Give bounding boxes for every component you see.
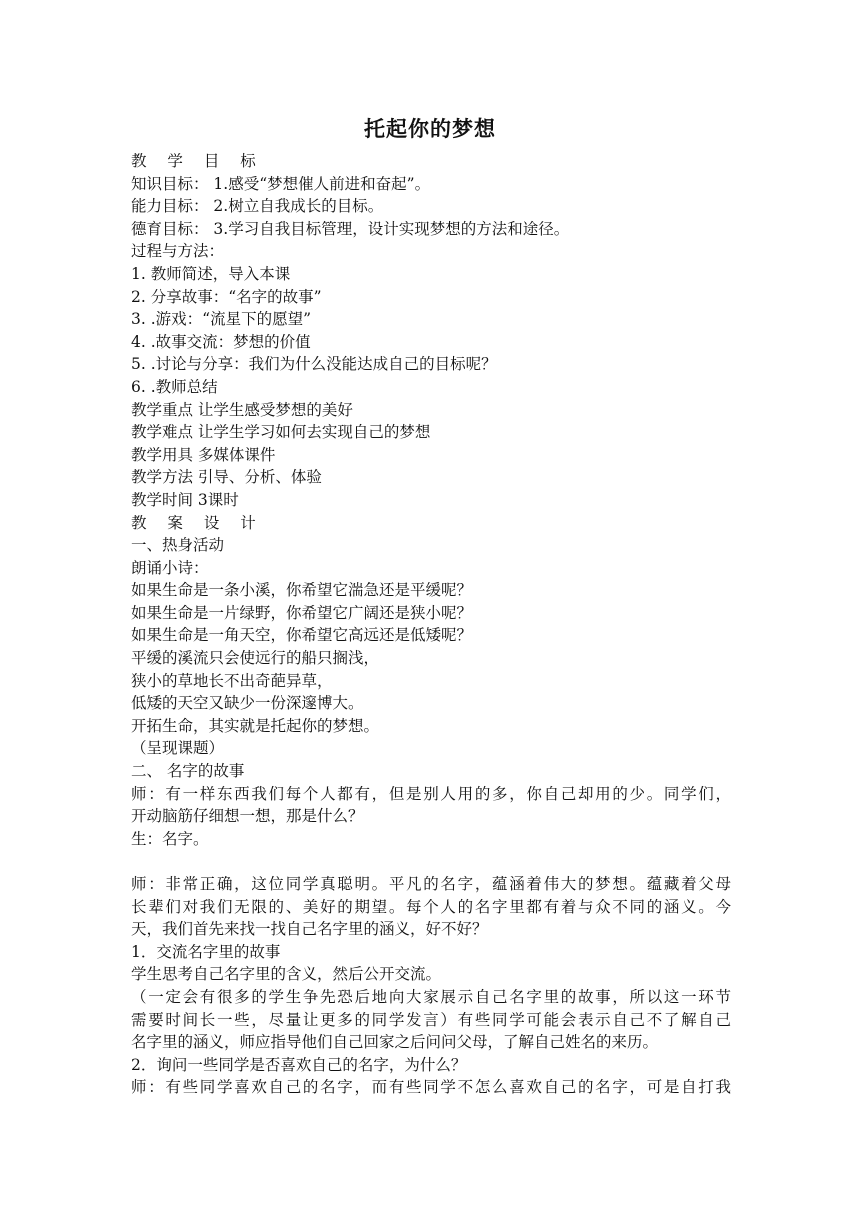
paragraph-line: 师：非常正确，这位同学真聪明。平凡的名字，蕴涵着伟大的梦想。蕴藏着父母 — [131, 875, 731, 893]
process-step: 2. 分享故事：“名字的故事” — [131, 287, 322, 306]
process-step: 6. .教师总结 — [131, 377, 218, 396]
paragraph-line: 开动脑筋仔细想一想，那是什么？ — [131, 807, 364, 826]
poem-intro: 朗诵小诗： — [131, 558, 209, 577]
poem-line: 如果生命是一条小溪，你希望它湍急还是平缓呢？ — [131, 581, 473, 600]
activity-heading: 2．询问一些同学是否喜欢自己的名字，为什么？ — [131, 1055, 467, 1074]
section-heading-teaching-goals: 教 学 目 标 — [131, 152, 264, 170]
teaching-key-point: 教学重点 让学生感受梦想的美好 — [131, 400, 353, 419]
process-step: 4. .故事交流：梦想的价值 — [131, 332, 311, 351]
process-step: 1. 教师简述，导入本课 — [131, 264, 291, 283]
document-body — [131, 150, 731, 1099]
poem-line: 如果生命是一角天空，你希望它高远还是低矮呢？ — [131, 626, 473, 645]
blank-line — [131, 850, 731, 873]
process-step: 5. .讨论与分享：我们为什么没能达成自己的目标呢？ — [131, 355, 497, 374]
teaching-materials: 教学用具 多媒体课件 — [131, 445, 276, 464]
teaching-time: 教学时间 3课时 — [131, 490, 239, 509]
poem-line: 狭小的草地长不出奇葩异草， — [131, 671, 333, 690]
part-heading-warmup: 一、热身活动 — [131, 536, 225, 555]
paragraph-line: 学生思考自己名字里的含义，然后公开交流。 — [131, 965, 442, 984]
paragraph-line: 师：有一样东西我们每个人都有，但是别人用的多，你自己却用的少。同学们， — [131, 784, 731, 803]
poem-line: 平缓的溪流只会使远行的船只搁浅， — [131, 649, 380, 668]
part-heading-name-story: 二、 名字的故事 — [131, 762, 245, 781]
paragraph-line: 师：有些同学喜欢自己的名字，而有些同学不怎么喜欢自己的名字，可是自打我 — [131, 1078, 731, 1097]
paragraph-line: （一定会有很多的学生争先恐后地向大家展示自己名字里的故事，所以这一环节 — [131, 987, 731, 1006]
activity-heading: 1．交流名字里的故事 — [131, 942, 281, 961]
goal-knowledge: 知识目标： 1.感受“梦想催人前进和奋起”。 — [131, 174, 431, 193]
paragraph-line: 天，我们首先来找一找自己名字里的涵义，好不好？ — [131, 920, 488, 939]
teaching-methods: 教学方法 引导、分析、体验 — [131, 468, 322, 487]
goal-moral: 德育目标： 3.学习自我目标管理，设计实现梦想的方法和途径。 — [131, 219, 570, 238]
process-step: 3. .游戏：“流星下的愿望” — [131, 310, 311, 329]
paragraph-line: 需要时间长一些，尽量让更多的同学发言）有些同学可能会表示自己不了解自己 — [131, 1010, 731, 1029]
student-answer: 生：名字。 — [131, 829, 209, 848]
teaching-difficulty: 教学难点 让学生学习如何去实现自己的梦想 — [131, 423, 431, 442]
paragraph-line: 长辈们对我们无限的、美好的期望。每个人的名字里都有着与众不同的涵义。今 — [131, 897, 731, 916]
goal-ability: 能力目标： 2.树立自我成长的目标。 — [131, 197, 384, 216]
topic-presentation-note: （呈现课题） — [131, 739, 225, 758]
section-heading-lesson-design: 教 案 设 计 — [131, 513, 264, 532]
paragraph-line: 名字里的涵义，师应指导他们自己回家之后问问父母，了解自己姓名的来历。 — [131, 1033, 659, 1052]
document-title: 托起你的梦想 — [364, 116, 496, 141]
poem-line: 开拓生命，其实就是托起你的梦想。 — [131, 716, 380, 735]
poem-line: 如果生命是一片绿野，你希望它广阔还是狭小呢？ — [131, 603, 473, 622]
process-method-heading: 过程与方法： — [131, 242, 225, 261]
poem-line: 低矮的天空又缺少一份深邃博大。 — [131, 694, 364, 713]
